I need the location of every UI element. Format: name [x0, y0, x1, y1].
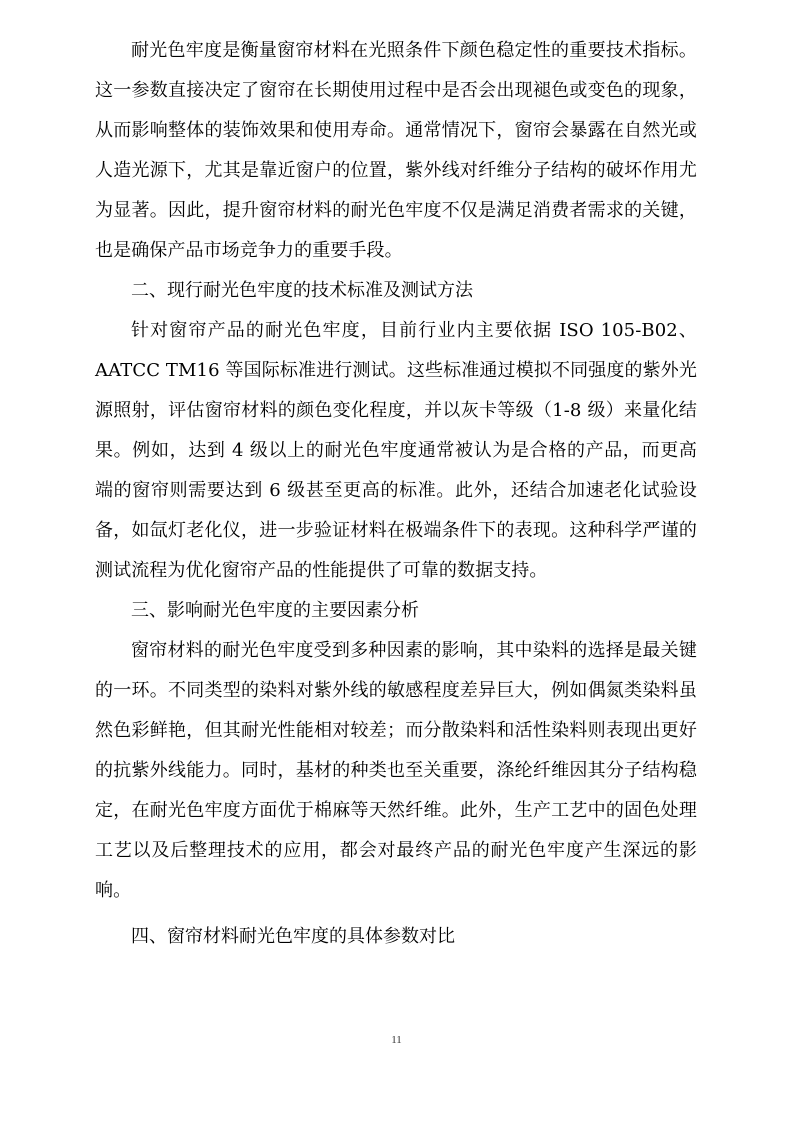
section-heading-3: 三、影响耐光色牢度的主要因素分析	[131, 600, 419, 621]
page-content	[95, 31, 697, 957]
body-paragraph-intro: 耐光色牢度是衡量窗帘材料在光照条件下颜色稳定性的重要技术指标。这一参数直接决定了窗帘在长期使用过程中是否会出现褪色或变色的现象，从而影响整体的装饰效果和使用寿命。通常情况下，窗帘会暴露在自然光或人造光源下，尤其是靠近窗户的位置，紫外线对纤维分子结构的破坏作用尤为显著。因此，提升窗帘材料的耐光色牢度不仅是满足消费者需求的关键，也是确保产品市场竞争力的重要手段。	[95, 40, 697, 261]
page-number: 11	[391, 1034, 402, 1046]
section-heading-4: 四、窗帘材料耐光色牢度的具体参数对比	[131, 926, 455, 947]
section-heading-2: 二、现行耐光色牢度的技术标准及测试方法	[131, 280, 473, 301]
body-paragraph-standards: 针对窗帘产品的耐光色牢度，目前行业内主要依据 ISO 105-B02、AATCC TM16 等国际标准进行测试。这些标准通过模拟不同强度的紫外光源照射，评估窗帘材料的颜色变化程度，并以灰卡等级（1-8 级）来量化结果。例如，达到 4 级以上的耐光色牢度通常被认为是合格的产品，而更高端的窗帘则需要达到 6 级甚至更高的标准。此外，还结合加速老化试验设备，如氙灯老化仪，进一步验证材料在极端条件下的表现。这种科学严谨的测试流程为优化窗帘产品的性能提供了可靠的数据支持。	[95, 320, 697, 581]
body-paragraph-factors: 窗帘材料的耐光色牢度受到多种因素的影响，其中染料的选择是最关键的一环。不同类型的染料对紫外线的敏感程度差异巨大，例如偶氮类染料虽然色彩鲜艳，但其耐光性能相对较差；而分散染料和活性染料则表现出更好的抗紫外线能力。同时，基材的种类也至关重要，涤纶纤维因其分子结构稳定，在耐光色牢度方面优于棉麻等天然纤维。此外，生产工艺中的固色处理工艺以及后整理技术的应用，都会对最终产品的耐光色牢度产生深远的影响。	[95, 640, 697, 901]
